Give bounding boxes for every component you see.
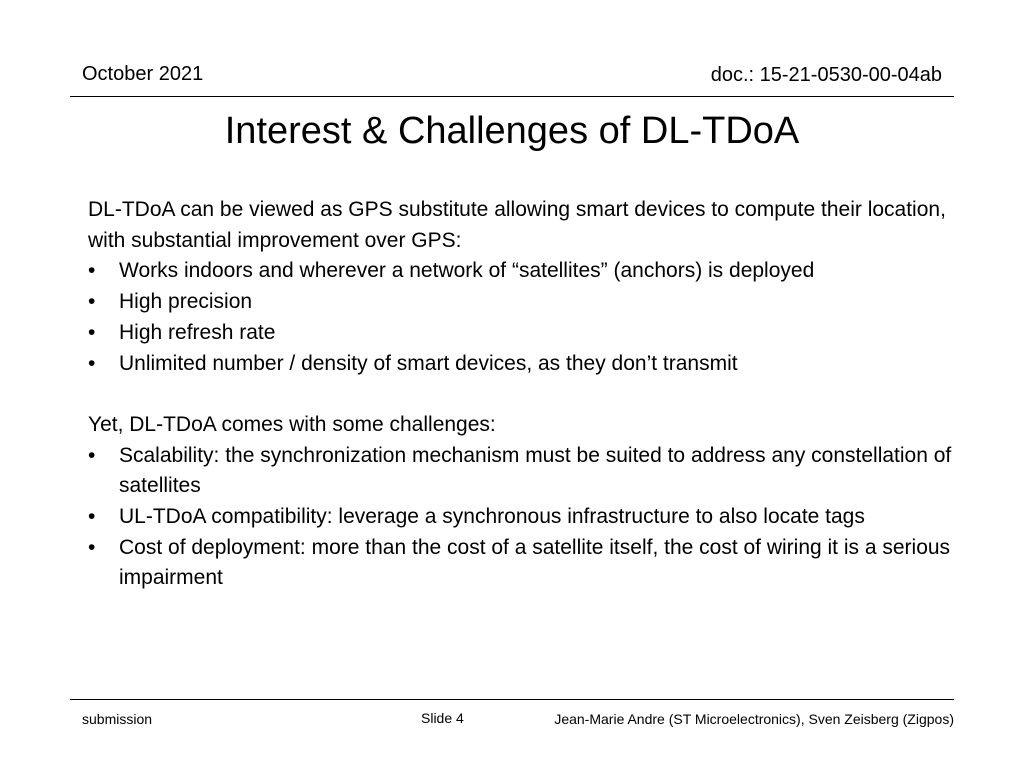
footer-submission: submission <box>82 711 153 727</box>
footer-authors: Jean-Marie Andre (ST Microelectronics), Sven Zeisberg (Zigpos) <box>554 711 954 727</box>
header-date: October 2021 <box>82 63 204 85</box>
list-item-text: UL-TDoA compatibility: leverage a synchronous infrastructure to also locate tags <box>119 505 865 529</box>
header-divider <box>70 96 954 97</box>
list-item <box>88 349 958 380</box>
bullet-icon: • <box>88 320 96 344</box>
bullet-icon: • <box>88 351 96 375</box>
footer-divider <box>70 699 954 700</box>
paragraph-gap <box>88 379 958 410</box>
list-item <box>88 256 958 287</box>
header-doc-id: doc.: 15-21-0530-00-04ab <box>710 64 942 86</box>
list-item <box>88 441 958 502</box>
bullet-icon: • <box>88 290 96 314</box>
list-item-text: Unlimited number / density of smart devices, as they don’t transmit <box>119 351 738 375</box>
bullet-icon: • <box>88 259 96 283</box>
slide-body <box>88 195 958 594</box>
list-item <box>88 318 958 349</box>
bullet-icon: • <box>88 443 96 467</box>
list-item-text: High refresh rate <box>119 320 276 344</box>
intro-paragraph: DL-TDoA can be viewed as GPS substitute allowing smart devices to compute their location, with substantial improvement over GPS: <box>88 198 946 252</box>
challenges-intro: Yet, DL-TDoA comes with some challenges: <box>88 412 496 436</box>
list-item <box>88 533 958 594</box>
list-item-text: Works indoors and wherever a network of “satellites” (anchors) is deployed <box>119 259 815 283</box>
bullet-icon: • <box>88 505 96 529</box>
slide-title: Interest & Challenges of DL-TDoA <box>224 110 800 152</box>
footer-slide-number: Slide 4 <box>421 710 464 726</box>
list-item-text: High precision <box>119 290 253 314</box>
list-item-text: Cost of deployment: more than the cost of a satellite itself, the cost of wiring it is a serious impairment <box>119 535 951 590</box>
list-item-text: Scalability: the synchronization mechanism must be suited to address any constellation of satellites <box>119 443 952 498</box>
list-item <box>88 287 958 318</box>
challenges-list <box>88 441 958 595</box>
list-item <box>88 502 958 533</box>
bullet-icon: • <box>88 535 96 559</box>
benefits-list <box>88 256 958 379</box>
